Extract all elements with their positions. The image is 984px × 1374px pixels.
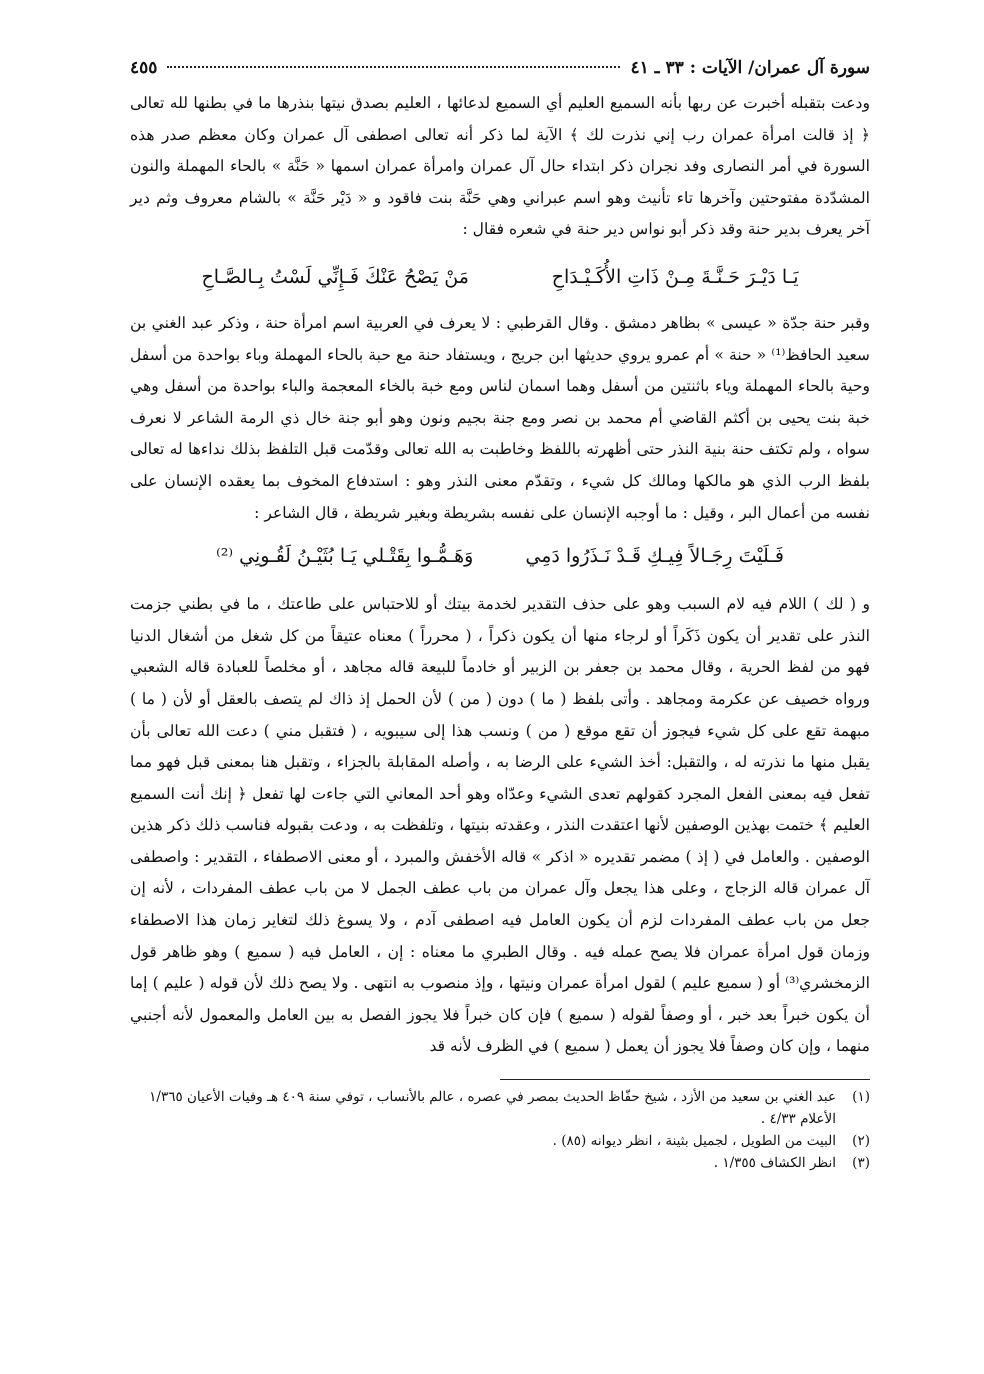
footnote-number: (١)	[852, 1089, 870, 1106]
footnote-text: عبد الغني بن سعيد من الأزد ، شيخ حفّاظ الحديث بمصر في عصره ، عالم بالأنساب ، توفي سنة ٤٠٩ هـ وفيات الأعيان ١/٣٦٥ الأعلام ٤/٣٣ .	[149, 1089, 836, 1128]
footnote-text: البيت من الطويل ، لجميل بثينة ، انظر ديوانه (٨٥) .	[552, 1133, 836, 1150]
verse-1-right-hemistich: يَـا دَيْـرَ حَـنَّـةَ مِـنْ ذَاتِ الأُكَـيْـدَاحِ	[551, 265, 799, 288]
paragraph-3: و ( لك ) اللام فيه لام السبب وهو على حذف التقدير لخدمة بيتك أو للاحتباس على طاعتك ، ما في بطني جزمت النذر على تقدير أن يكون ذَكَراً أو لرجاء منها أن يكون ذكراً ، ( محرراً ) معناه عتيقاً من كل شغل من أشغال الدنيا فهو من لفظ الحرية ، وقال محمد بن جعفر بن الزبير أو خادماً للبيعة قاله مجاهد ، أو مخلصاً للعبادة قاله الشعبي ورواه خصيف عن عكرمة ومجاهد . وأتى بلفظ ( ما ) دون ( من ) لأن الحمل إذ ذاك لم يتصف بالعقل أو لأن ( ما ) مبهمة تقع على كل شيء فيجوز أن تقع موقع ( من ) ونسب هذا إلى سيبويه ، ( فتقبل مني ) دعت الله تعالى بأن يقبل منها ما نذرته له ، والتقبل: أخذ الشيء على الرضا به ، وأصله المقابلة بالجزاء ، وتقبل هنا بمعنى قبل فهو مما تفعل فيه بمعنى الفعل المجرد كقولهم تعدى الشيء وعدّاه وهو أحد المعاني التي جاءت لها تفعل ﴿ إنك أنت السميع العليم ﴾ ختمت بهذين الوصفين لأنها اعتقدت النذر ، وعقدته بنيتها ، وتلفظت به ، ودعت بقبوله فناسب ذلك ذكر هذين الوصفين . والعامل في ( إذ ) مضمر تقديره « اذكر » قاله الأخفش والمبرد ، أو معنى الاصطفاء ، التقدير : واصطفى آل عمران قاله الزجاج ، وعلى هذا يجعل وآل عمران من باب عطف الجمل لا من باب عطف المفردات ، لأنه إن جعل من باب عطف المفردات لزم أن يكون العامل فيه اصطفى آدم ، ولا يسوغ ذلك لتغاير زمان هذا الاصطفاء وزمان قول امرأة عمران فلا يصح عمله فيه . وقال الطبري ما معناه : إن ، العامل فيه ( سميع ) وهو ظاهر قول الزمخشري⁽³⁾ أو ( سميع عليم ) لقول امرأة عمران ونيتها ، وإذ منصوب به انتهى . ولا يصح ذلك لأن قوله ( عليم ) إما أن يكون خبراً بعد خبر ، أو وصفاً لقوله ( سميع ) فإن كان خبراً فلا يجوز الفصل به بين العامل والمعمول لأنه أجنبي منهما ، وإن كان وصفاً فلا يجوز أن يعمل ( سميع ) في الظرف لأنه قد	[130, 595, 870, 1056]
header-dot-leader	[167, 66, 620, 68]
footnote-separator	[500, 1079, 870, 1080]
verse-2-right-hemistich: فَـلَيْتَ رِجَـالاً فِيـكِ قَـدْ نَـذَرُوا دَمِي	[525, 545, 784, 568]
running-header	[130, 58, 870, 88]
header-title: سورة آل عمران/ الآيات : ٣٣ ـ ٤١	[630, 58, 870, 78]
footnote-number: (٢)	[852, 1133, 870, 1150]
paragraph-1: ودعت بتقبله أخبرت عن ربها بأنه السميع العليم أي السميع لدعائها ، العليم بصدق نيتها بنذرها ما في بطنها لله تعالى ﴿ إذ قالت امرأة عمران رب إني نذرت لك ﴾ الآية لما ذكر أنه تعالى اصطفى آل عمران وكان معظم صدر هذه السورة في أمر النصارى وفد نجران ذكر ابتداء حال آل عمران وامرأة عمران اسمها « حَنَّة » بالحاء المهملة والنون المشدّدة مفتوحتين وآخرها تاء تأنيث وهو اسم عبراني وهي حَنَّة بنت فاقود و « دَيْر حَنَّة » بالشام معروف وثم دير آخر يعرف بدير حنة وقد ذكر أبو نواس دير حنة في شعره فقال :	[130, 94, 870, 239]
verse-2-left-hemistich: وَهَـمُّـوا بِقَتْـلي يَـا بُثَيْـنُ لَقُـونِي ⁽²⁾	[216, 545, 474, 568]
poem-verse-2	[190, 533, 810, 579]
footnote-number: (٣)	[852, 1155, 870, 1172]
book-page	[130, 58, 870, 1174]
footnote-item	[130, 1086, 870, 1130]
footnotes	[130, 1086, 870, 1174]
poem-verse-1	[160, 254, 840, 300]
verse-1-left-hemistich: مَنْ يَصْحُ عَنْكَ فَـإِنِّي لَسْتُ بِـالصَّـاحِ	[201, 265, 469, 288]
paragraph-2: وقبر حنة جدّة « عيسى » بظاهر دمشق . وقال القرطبي : لا يعرف في العربية اسم امرأة حنة ، وذكر عبد الغني بن سعيد الحافظ⁽¹⁾ « حنة » أم عمرو يروي حديثها ابن جريج ، ويستفاد حنة مع حبة بالحاء المهملة وباء بواحدة من أسفل وحية بالحاء المهملة وياء باثنتين من أسفل وهما اسمان لناس ومع خبة بالخاء المعجمة والباء بواحدة من أسفل وهي خبة بنت يحيى بن أكثم القاضي أم محمد بن نصر ومع جنة بجيم ونون وهو أبو جنة خال ذي الرمة الشاعر لا نعرف سواه ، ولم تكتف حنة بنية النذر حتى أظهرته باللفظ وخاطبت به الله تعالى وقدّمت قبل التلفظ بذلك نداءها له تعالى بلفظ الرب الذي هو مالكها ومالك كل شيء ، وتقدّم معنى النذر وهو : استدفاع المخوف بما يعقده الإنسان على نفسه من أعمال البر ، وقيل : ما أوجبه الإنسان على نفسه بشريطة وبغير شريطة ، قال الشاعر :	[130, 313, 870, 522]
page-number: ٤٥٥	[130, 58, 158, 78]
footnote-item	[130, 1130, 870, 1152]
footnote-item	[130, 1152, 870, 1174]
footnote-text: انظر الكشاف ١/٣٥٥ .	[713, 1155, 836, 1172]
